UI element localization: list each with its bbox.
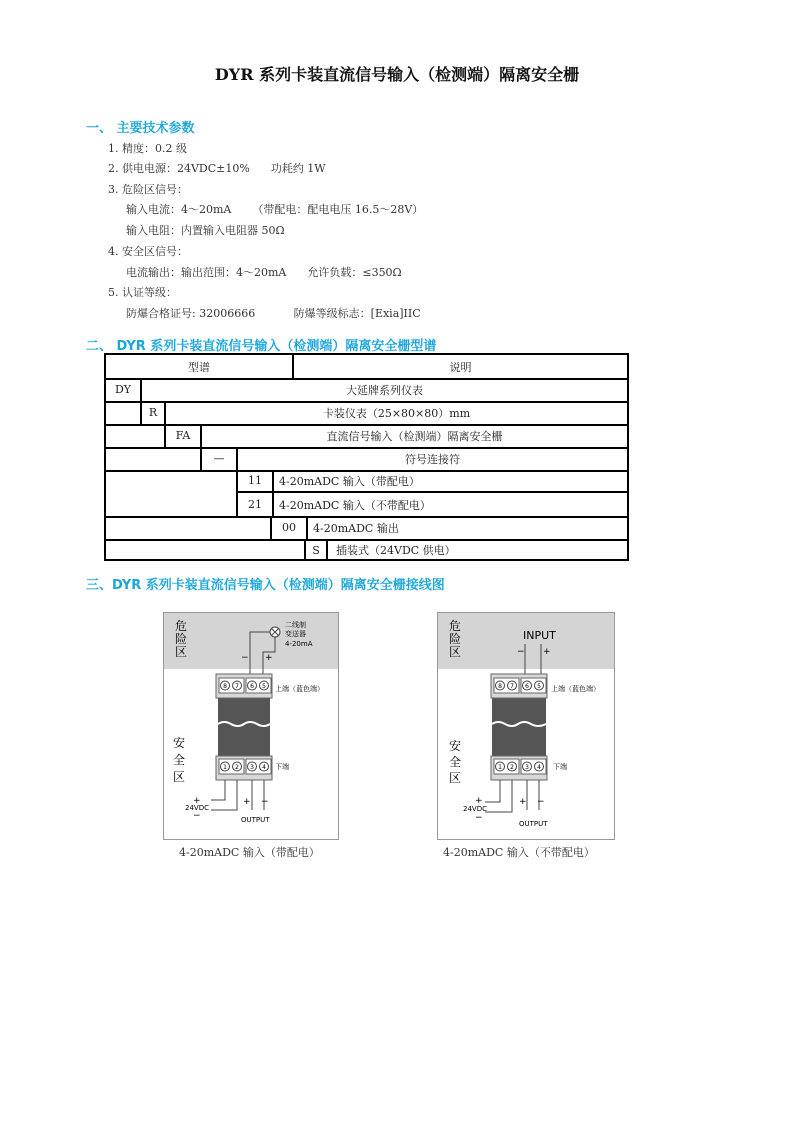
terminal-number: 2 — [235, 764, 239, 771]
code-cell: 00 — [270, 516, 306, 539]
plus-sign: + — [243, 797, 251, 807]
diagram-caption: 4-20mADC 输入（不带配电） — [443, 846, 595, 859]
module-body — [218, 698, 270, 756]
output-label: OUTPUT — [519, 820, 548, 828]
table-row — [106, 378, 627, 403]
power-label: 24VDC — [463, 805, 487, 813]
diagram-caption: 4-20mADC 输入（带配电） — [179, 846, 320, 859]
blank-cell — [106, 470, 236, 516]
terminal-number: 4 — [262, 764, 266, 771]
transmitter-label: 变送器 — [285, 630, 306, 638]
code-cell: 11 — [236, 470, 272, 493]
minus-sign: − — [475, 813, 483, 823]
minus-sign: − — [261, 797, 269, 807]
minus-sign: − — [241, 653, 249, 663]
blank-cell — [106, 539, 304, 561]
plus-sign: + — [265, 653, 273, 663]
table-row — [106, 401, 627, 426]
desc-cell: 4-20mADC 输出 — [306, 516, 627, 539]
danger-zone-char: 区 — [175, 645, 188, 659]
blank-cell — [106, 401, 140, 424]
terminal-number: 2 — [510, 764, 514, 771]
terminal-number: 4 — [537, 764, 541, 771]
plus-sign: + — [519, 797, 527, 807]
desc-cell: 符号连接符 — [236, 447, 627, 470]
lower-terminal-label: 下端 — [553, 763, 567, 771]
wiring-diagram-with-power — [163, 612, 339, 844]
transmitter-label: 4-20mA — [285, 640, 313, 648]
wiring-diagram-right-svg — [437, 612, 615, 840]
table-row — [106, 424, 627, 449]
upper-terminal-label: 上端（蓝色端） — [275, 685, 324, 693]
safe-zone-char: 安 — [449, 739, 462, 753]
desc-cell: 4-20mADC 输入（不带配电） — [272, 493, 627, 516]
safe-zone-char: 全 — [173, 753, 186, 767]
spec-line: 2. 供电电源：24VDC±10% 功耗约 1W — [108, 162, 326, 175]
minus-sign: − — [537, 797, 545, 807]
danger-zone-char: 危 — [449, 619, 462, 633]
spec-line: 1. 精度：0.2 级 — [108, 142, 187, 155]
blank-cell — [106, 516, 270, 539]
danger-zone-char: 区 — [449, 645, 462, 659]
table-row — [106, 516, 627, 541]
plus-sign: + — [543, 647, 551, 657]
terminal-number: 5 — [262, 683, 266, 690]
terminal-number: 6 — [250, 683, 254, 690]
blank-cell — [106, 447, 200, 470]
minus-sign: − — [193, 811, 201, 821]
terminal-number: 3 — [250, 764, 254, 771]
plus-sign: + — [475, 796, 483, 806]
terminal-number: 5 — [537, 683, 541, 690]
terminal-number: 8 — [223, 683, 227, 690]
wiring-diagram-left-svg — [163, 612, 339, 840]
desc-cell: 直流信号输入（检测端）隔离安全栅 — [200, 424, 627, 447]
safe-zone-char: 区 — [449, 771, 462, 785]
section-heading-specs: 一、 主要技术参数 — [86, 121, 195, 136]
section-heading-model-spectrum: 二、 DYR 系列卡装直流信号输入（检测端）隔离安全栅型谱 — [86, 339, 437, 354]
code-cell: FA — [164, 424, 200, 447]
table-row — [106, 447, 627, 472]
spec-line: 3. 危险区信号： — [108, 183, 188, 196]
desc-cell: 大延牌系列仪表 — [140, 378, 627, 401]
terminal-number: 7 — [510, 683, 514, 690]
terminal-number: 7 — [235, 683, 239, 690]
safe-zone-char: 区 — [173, 770, 186, 784]
spec-line: 5. 认证等级： — [108, 286, 177, 299]
spec-line: 4. 安全区信号： — [108, 245, 188, 258]
plus-sign: + — [193, 796, 201, 806]
desc-cell: 插装式（24VDC 供电） — [326, 539, 627, 561]
table-header-row — [106, 355, 627, 380]
page-title: DYR 系列卡装直流信号输入（检测端）隔离安全栅 — [214, 65, 580, 84]
spec-line: 输入电阻：内置输入电阻器 50Ω — [126, 224, 285, 237]
header-cell: 型谱 — [188, 360, 210, 374]
terminal-number: 1 — [498, 764, 502, 771]
spec-line: 电流输出：输出范围：4～20mA 允许负载：≤350Ω — [126, 266, 402, 279]
table-row — [106, 539, 627, 561]
upper-terminal-label: 上端（蓝色端） — [551, 685, 600, 693]
input-label: INPUT — [523, 629, 556, 642]
danger-zone-char: 险 — [175, 632, 188, 646]
header-cell: 说明 — [292, 355, 627, 378]
blank-cell — [106, 424, 164, 447]
lower-terminal-label: 下端 — [275, 763, 289, 771]
terminal-number: 6 — [525, 683, 529, 690]
spec-line: 防爆合格证号: 32006666 防爆等级标志：[Exia]IIC — [126, 307, 421, 320]
output-label: OUTPUT — [241, 816, 270, 824]
code-cell: 21 — [236, 493, 272, 516]
power-label: 24VDC — [185, 804, 209, 812]
code-cell: DY — [114, 383, 132, 396]
code-cell: R — [140, 401, 164, 424]
section-heading-wiring: 三、DYR 系列卡装直流信号输入（检测端）隔离安全栅接线图 — [86, 578, 445, 593]
spec-line: 输入电流：4～20mA （带配电：配电电压 16.5～28V） — [126, 203, 424, 216]
transmitter-label: 二线制 — [285, 621, 306, 629]
terminal-number: 3 — [525, 764, 529, 771]
safe-zone-char: 全 — [449, 755, 462, 769]
terminal-number: 8 — [498, 683, 502, 690]
code-cell: S — [304, 539, 326, 561]
minus-sign: − — [517, 647, 525, 657]
terminal-number: 1 — [223, 764, 227, 771]
code-cell: — — [200, 447, 236, 470]
desc-cell: 4-20mADC 输入（带配电） — [272, 470, 627, 493]
danger-zone-char: 危 — [175, 619, 188, 633]
desc-cell: 卡装仪表（25×80×80）mm — [164, 401, 627, 424]
danger-zone-char: 险 — [449, 632, 462, 646]
table-row — [106, 470, 627, 518]
model-spectrum-table — [104, 353, 629, 561]
wiring-diagram-without-power — [437, 612, 615, 844]
safe-zone-char: 安 — [173, 736, 186, 750]
